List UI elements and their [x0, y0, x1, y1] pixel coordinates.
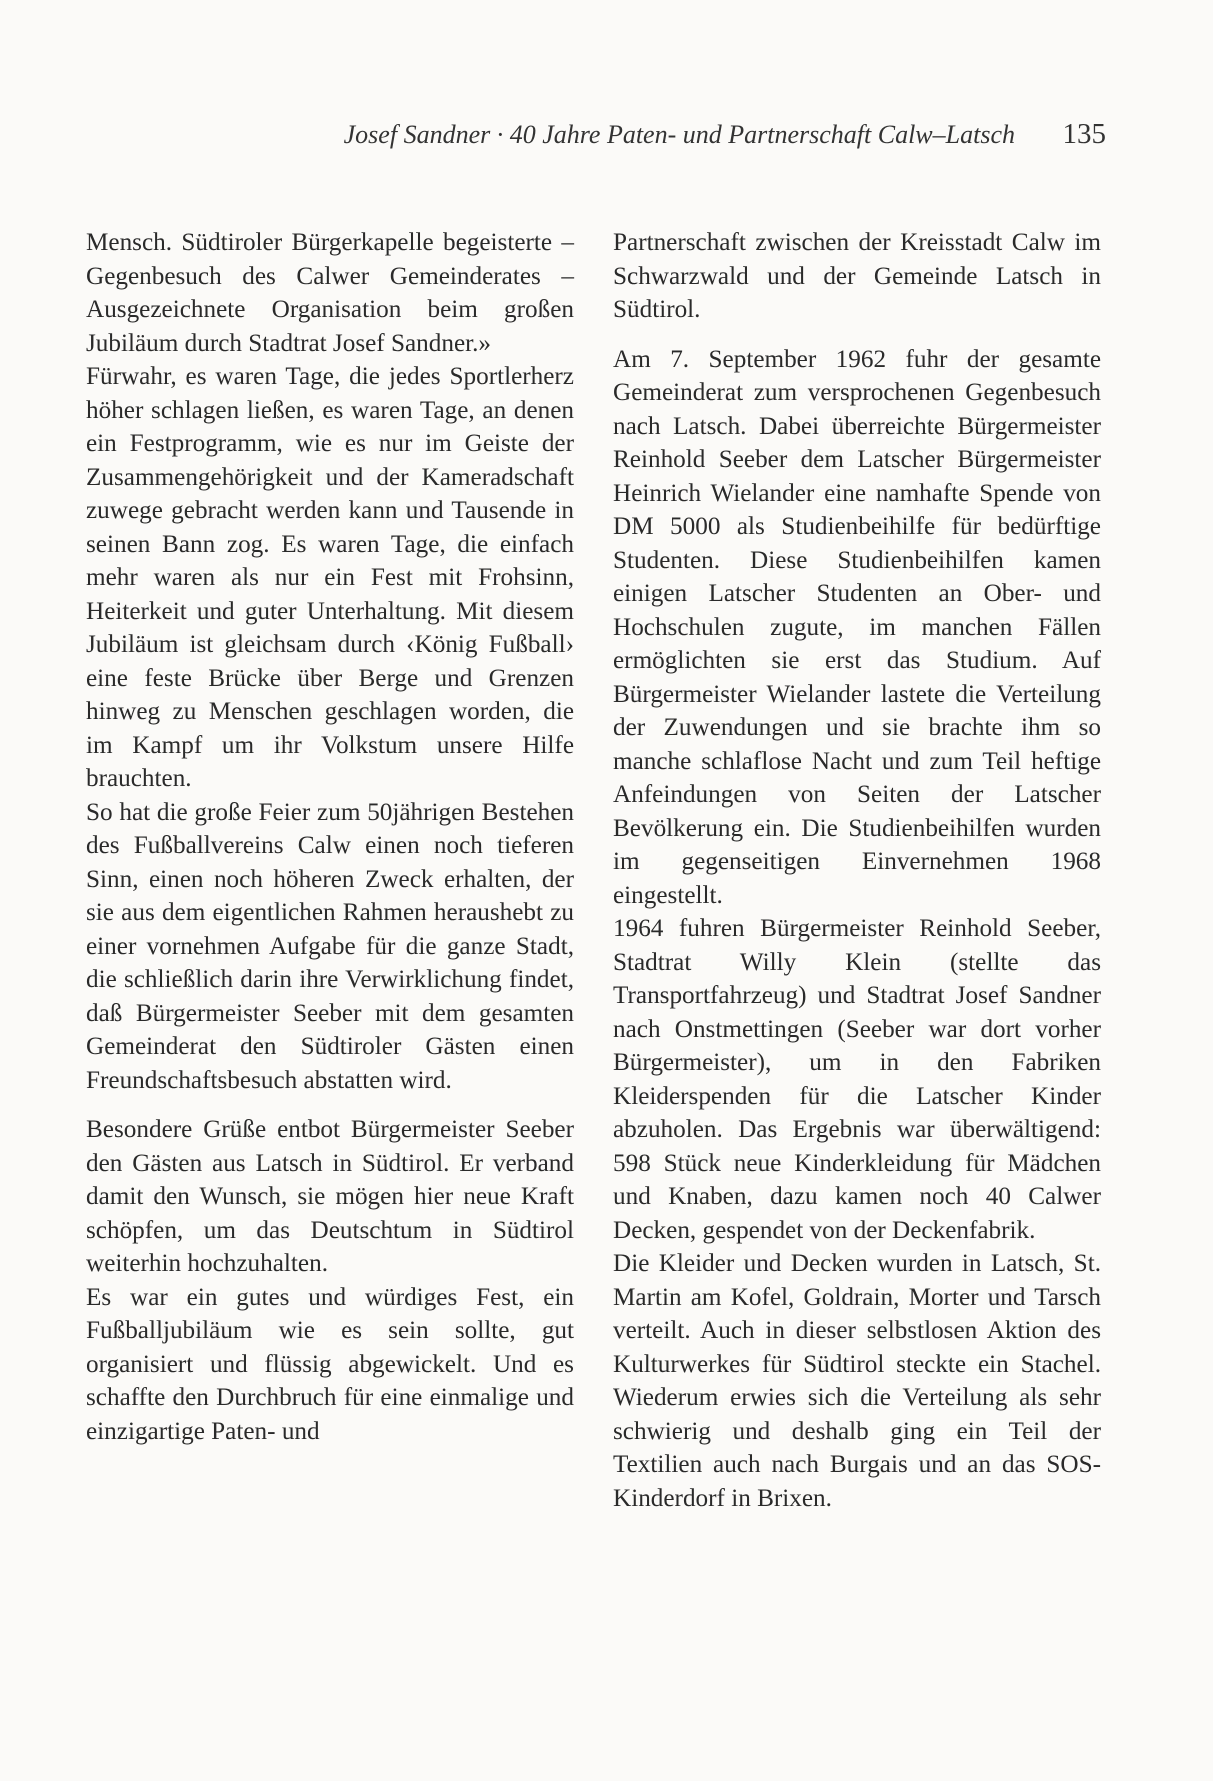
left-column	[86, 226, 574, 1448]
running-title: Josef Sandner · 40 Jahre Paten- und Partnerschaft Calw–Latsch	[343, 120, 1015, 149]
paragraph: Fürwahr, es waren Tage, die jedes Sportlerherz höher schlagen ließen, es waren Tage, an denen ein Festprogramm, wie es nur im Geiste der Zusammengehörigkeit und der Kameradschaft zuwege gebracht werden kann und Tausende in seinen Bann zog. Es waren Tage, die einfach mehr waren als nur ein Fest mit Frohsinn, Heiterkeit und guter Unterhaltung. Mit diesem Jubiläum ist gleichsam durch ‹König Fußball› eine feste Brücke über Berge und Grenzen hinweg zu Menschen geschlagen worden, die im Kampf um ihr Volkstum unsere Hilfe brauchten.	[86, 363, 574, 792]
paragraph: Besondere Grüße entbot Bürgermeister Seeber den Gästen aus Latsch in Südtirol. Er verband damit den Wunsch, sie mögen hier neue Kraft schöpfen, um das Deutschtum in Südtirol weiterhin hochzuhalten.	[86, 1116, 574, 1277]
paragraph: Die Kleider und Decken wurden in Latsch, St. Martin am Kofel, Goldrain, Morter und Tarsch verteilt. Auch in dieser selbstlosen Aktion des Kulturwerkes für Südtirol steckte ein Stachel. Wiederum erwies sich die Verteilung als sehr schwierig und deshalb ging ein Teil der Textilien auch nach Burgais und an das SOS-Kinderdorf in Brixen.	[613, 1250, 1101, 1512]
page-number: 135	[1062, 118, 1106, 150]
right-column	[613, 226, 1101, 1515]
paragraph: Mensch. Südtiroler Bürgerkapelle begeisterte – Gegenbesuch des Calwer Gemeinderates – Ausgezeichnete Organisation beim großen Jubiläum durch Stadtrat Josef Sandner.»	[86, 229, 574, 357]
paragraph: Es war ein gutes und würdiges Fest, ein Fußballjubiläum wie es sein sollte, gut organisiert und flüssig abgewickelt. Und es schaffte den Durchbruch für eine einmalige und einzigartige Paten- und	[86, 1283, 574, 1445]
paragraph: Am 7. September 1962 fuhr der gesamte Gemeinderat zum versprochenen Gegenbesuch nach Latsch. Dabei überreichte Bürgermeister Reinhold Seeber dem Latscher Bürgermeister Heinrich Wielander eine namhafte Spende von DM 5000 als Studienbeihilfe für bedürftige Studenten. Diese Studienbeihilfen kamen einigen Latscher Studenten an Ober- und Hochschulen zugute, im manchen Fällen ermöglichten sie erst das Studium. Auf Bürgermeister Wielander lastete die Verteilung der Zuwendungen und sie brachte ihm so manche schlaflose Nacht und zum Teil heftige Anfeindungen von Seiten der Latscher Bevölkerung ein. Die Studienbeihilfen wurden im gegenseitigen Einvernehmen 1968 eingestellt.	[613, 345, 1101, 909]
paragraph: 1964 fuhren Bürgermeister Reinhold Seeber, Stadtrat Willy Klein (stellte das Transportfahrzeug) und Stadtrat Josef Sandner nach Onstmettingen (Seeber war dort vorher Bürgermeister), um in den Fabriken Kleiderspenden für die Latscher Kinder abzuholen. Das Ergebnis war überwältigend: 598 Stück neue Kinderkleidung für Mädchen und Knaben, dazu kamen noch 40 Calwer Decken, gespendet von der Deckenfabrik.	[613, 915, 1101, 1244]
paragraph: So hat die große Feier zum 50jährigen Bestehen des Fußballvereins Calw einen noch tieferen Sinn, einen noch höheren Zweck erhalten, der sie aus dem eigentlichen Rahmen heraushebt zu einer vornehmen Aufgabe für die ganze Stadt, die schließlich darin ihre Verwirklichung findet, daß Bürgermeister Seeber mit dem gesamten Gemeinderat den Südtiroler Gästen einen Freundschaftsbesuch abstatten wird.	[86, 798, 574, 1094]
paragraph: Partnerschaft zwischen der Kreisstadt Calw im Schwarzwald und der Gemeinde Latsch in Südtirol.	[613, 229, 1101, 323]
page-header	[0, 120, 1213, 160]
